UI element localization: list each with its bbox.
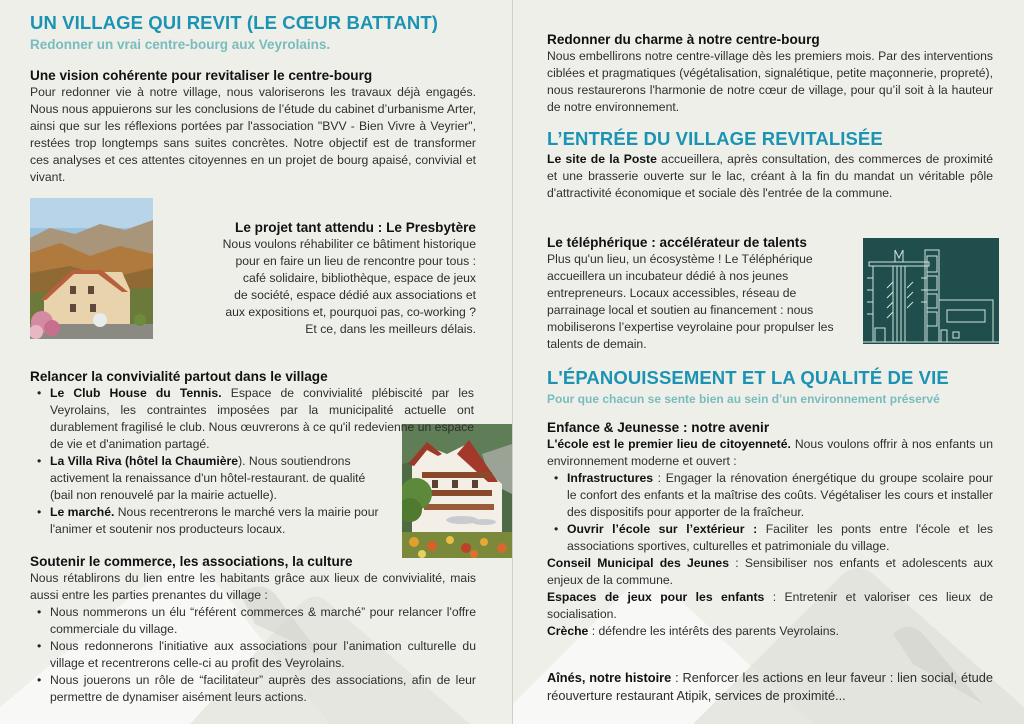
charme-text: Nous embellirons notre centre-village dès les premiers mois. Par des interventions ciblées et pragmatiques (végétalisation, signalétique, petite maçonnerie, propreté), nous restaurerons l'harmonie de notre cœur de village, pour qu’il soit à la hauteur de notre environnement. xyxy=(547,49,993,114)
entree-title: L’ENTRÉE DU VILLAGE REVITALISÉE xyxy=(547,128,883,149)
enfance-list xyxy=(547,470,993,555)
epanouissement-title: L'ÉPANOUISSEMENT ET LA QUALITÉ DE VIE xyxy=(547,367,949,388)
entree-block xyxy=(547,128,993,202)
presbytere-line: aux expositions et, pourquoi pas, co-working ? xyxy=(225,305,476,319)
list-item xyxy=(50,504,380,538)
left-header xyxy=(30,12,476,54)
telepherique-building-image xyxy=(863,238,999,344)
convivialite-list xyxy=(30,385,476,538)
commerce-heading: Soutenir le commerce, les associations, la culture xyxy=(30,554,353,569)
aines-rest: : Renforcer les actions en leur faveur : lien social, étude réouverture restaurant Atipik, services de proximité... xyxy=(547,670,993,703)
commerce-intro: Nous rétablirons du lien entre les habitants grâce aux lieux de convivialité, mais aussi entre les parties prenantes du village : xyxy=(30,571,476,602)
item-bold: La Villa Riva (hôtel la Chaumière xyxy=(50,454,239,468)
creche xyxy=(547,623,993,640)
right-page xyxy=(513,0,1024,724)
para-bold: Conseil Municipal des Jeunes xyxy=(547,556,729,570)
section-subtitle: Redonner un vrai centre-bourg aux Veyrolains. xyxy=(30,37,331,52)
item-bold: Le Club House du Tennis. xyxy=(50,386,222,400)
vision-text: Pour redonner vie à notre village, nous valoriserons les travaux déjà engagés. Nous nous appuierons sur les conclusions de l’étude du cabinet d’urbanisme Arter, ainsi que sur les réflexions portées par l'association "BVV - Bien Vivre à Veyrier", restées trop longtemps sans suites concrètes. Notre objectif est de transformer ces analyses et ces attentes citoyennes en un projet de bourg apaisé, convivial et vivant. xyxy=(30,85,476,184)
charme-heading: Redonner du charme à notre centre-bourg xyxy=(547,32,820,47)
conseil-jeunes xyxy=(547,555,993,589)
enfance-intro-bold: L'école est le premier lieu de citoyenneté. xyxy=(547,437,791,451)
vision-block xyxy=(30,67,476,186)
list-item: • Nous redonnerons l'initiative aux associations pour l’animation culturelle du village et recentrerons celle-ci au profit des Veyrolains. xyxy=(50,638,476,672)
telepherique-heading: Le téléphérique : accélérateur de talents xyxy=(547,235,807,250)
list-item: • Nous jouerons un rôle de “facilitateur” auprès des associations, afin de leur permettre de dynamiser aisément leurs actions. xyxy=(50,672,476,706)
enfance-intro-text: Nous voulons offrir à nos enfants un environnement moderne et ouvert : xyxy=(547,437,993,468)
convivialite-heading: Relancer la convivialité partout dans le village xyxy=(30,369,328,384)
presbytere-heading: Le projet tant attendu : Le Presbytère xyxy=(235,220,476,235)
item-bold: Le marché. xyxy=(50,505,115,519)
item-text: ). Nous soutiendrons activement la renaissance d'un hôtel-restaurant. de qualité (bail non renouvelé par la mairie actuelle). xyxy=(50,454,366,502)
commerce-list xyxy=(30,604,476,706)
presbytere-image xyxy=(30,198,153,339)
item-text: : Engager la rénovation énergétique du groupe scolaire pour le confort des enfants et la maîtrise des coûts. Végétaliser les cours et installer des dispositifs pour apporter de la fraîcheur. xyxy=(567,471,993,519)
entree-bold: Le site de la Poste xyxy=(547,152,657,166)
para-text: : Sensibiliser nos enfants et adolescents aux enjeux de la commune. xyxy=(547,556,993,587)
list-item xyxy=(50,453,370,504)
enfance-intro xyxy=(547,436,993,470)
item-text: Faciliter les ponts entre l'école et les associations sportives, culturelles et patrimoniale du village. xyxy=(567,522,994,553)
list-item xyxy=(567,470,993,521)
epanouissement-subtitle: Pour que chacun se sente bien au sein d’un environnement préservé xyxy=(547,392,940,406)
para-text: : défendre les intérêts des parents Veyrolains. xyxy=(588,624,839,638)
item-text: Nous recentrerons le marché vers la mairie pour l'animer et soutenir nos producteurs locaux. xyxy=(50,505,379,536)
presbytere-line: pour en faire un lieu de rencontre pour tous : xyxy=(235,254,476,268)
list-item xyxy=(567,521,993,555)
aines-text xyxy=(547,669,993,705)
espaces-jeux xyxy=(547,589,993,623)
telepherique-text: Plus qu'un lieu, un écosystème ! Le Téléphérique accueillera un incubateur dédié à nos jeunes entrepreneurs. Locaux accessibles, réseau de parrainage local et soutien au financement : nous mobiliserons l’expertise veyrolaine pour propulser les talents de demain. xyxy=(547,252,834,351)
item-text: Espace de convivialité plébiscité par les Veyrolains, les contraintes imposées par la municipalité actuelle ont durablement fragilisé le club. Nous œuvrerons à ce qu'il redevienne un espace de vie et d'animation partagé. xyxy=(50,386,474,451)
commerce-block xyxy=(30,553,476,706)
list-item: • Nous nommerons un élu “référent commerces & marché” pour relancer l'offre commerciale du village. xyxy=(50,604,476,638)
para-text: : Entretenir et valoriser ces lieux de socialisation. xyxy=(547,590,993,621)
list-item xyxy=(50,385,474,453)
para-bold: Crèche xyxy=(547,624,589,638)
section-title: UN VILLAGE QUI REVIT (LE CŒUR BATTANT) xyxy=(30,12,439,33)
presbytere-line: café solidaire, bibliothèque, espace de jeux xyxy=(242,271,476,285)
entree-rest: accueillera, après consultation, des commerces de proximité et une brasserie ouverte sur le lac, créant à la fin du mandat un véritable pôle d'attractivité économique et sociale dès l'entrée de la commune. xyxy=(547,152,994,200)
aines-bold: Aînés, notre histoire xyxy=(547,670,672,685)
vision-heading: Une vision cohérente pour revitaliser le centre-bourg xyxy=(30,68,373,83)
para-bold: Espaces de jeux pour les enfants xyxy=(547,590,765,604)
charme-block xyxy=(547,31,993,116)
enfance-heading: Enfance & Jeunesse : notre avenir xyxy=(547,420,770,435)
item-bold: Infrastructures xyxy=(567,471,654,485)
enfance-block xyxy=(547,419,993,640)
presbytere-line: de société, espace dédié aux associations et xyxy=(234,288,476,302)
convivialite-block xyxy=(30,368,476,538)
epanouissement-block xyxy=(547,367,993,408)
presbytere-block xyxy=(168,219,476,338)
aines-block xyxy=(547,669,993,705)
presbytere-line: Et ce, dans les meilleurs délais. xyxy=(305,322,476,336)
telepherique-block xyxy=(547,234,853,353)
item-bold: Ouvrir l’école sur l’extérieur : xyxy=(567,522,758,536)
presbytere-line: Nous voulons réhabiliter ce bâtiment historique xyxy=(222,237,476,251)
entree-text xyxy=(547,151,993,202)
